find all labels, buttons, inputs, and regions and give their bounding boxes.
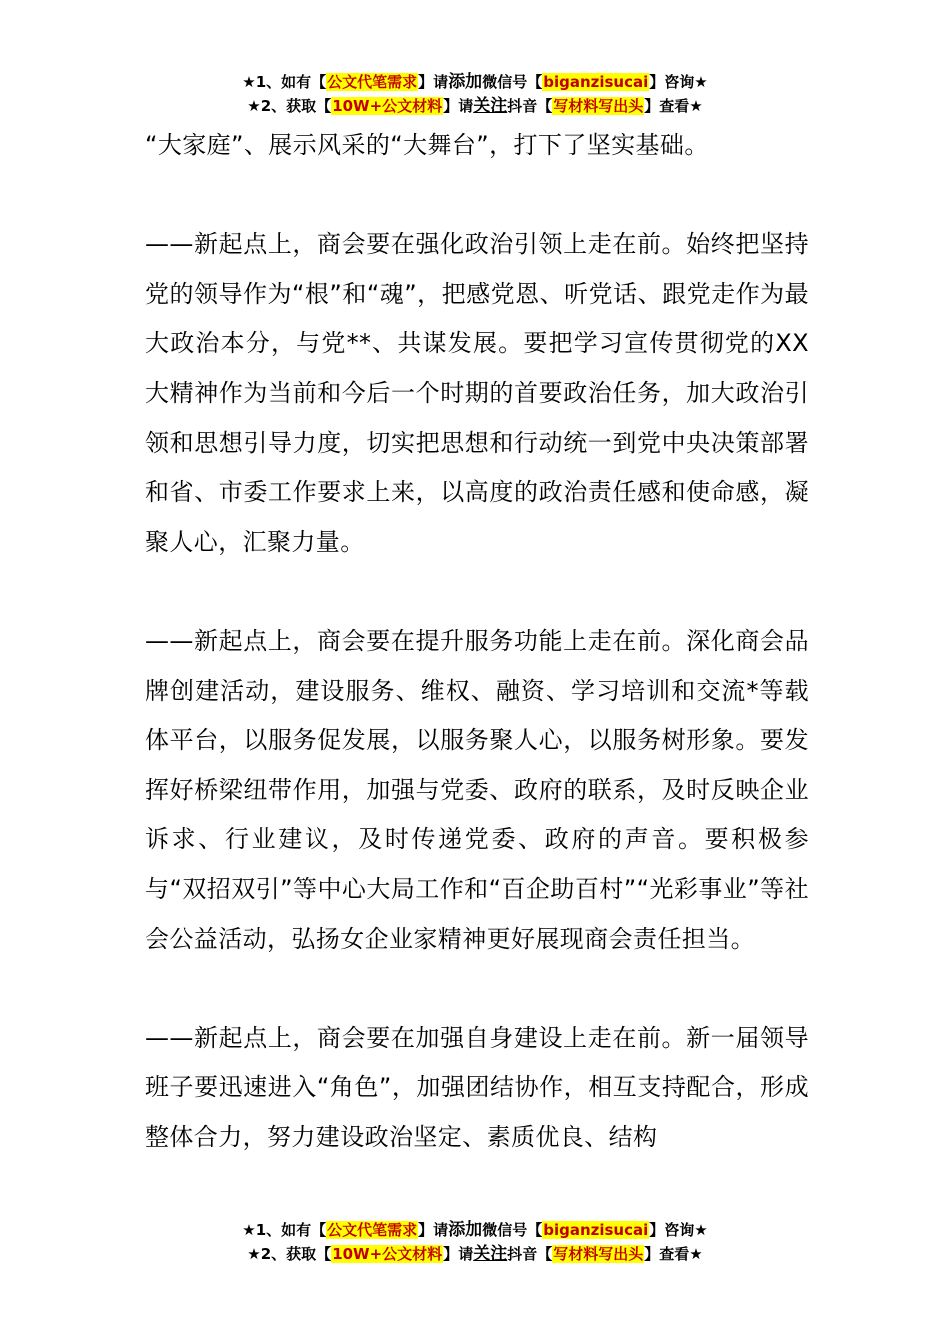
douyin-id: 写材料写出头: [553, 1245, 644, 1263]
document-body: [145, 121, 809, 1162]
banner-line-1: [0, 1218, 950, 1242]
banner-line-2: [0, 94, 950, 118]
douyin-id: 写材料写出头: [553, 97, 644, 115]
paragraph-3: ——新起点上，商会要在提升服务功能上走在前。深化商会品牌创建活动，建设服务、维权、融资、学习培训和交流*等载体平台，以服务促发展，以服务聚人心，以服务树形象。要发挥好桥梁纽带作用，加强与党委、政府的联系，及时反映企业诉求、行业建议，及时传递党委、政府的声音。要积极参与“双招双引”等中心大局工作和“百企助百村”“光彩事业”等社会公益活动，弘扬女企业家精神更好展现商会责任担当。: [145, 626, 809, 953]
highlight-text: 10W+公文材料: [332, 97, 443, 115]
banner-text: 】查看★: [644, 1245, 703, 1263]
banner-text: ★2、获取【: [247, 1245, 332, 1263]
header-banner: [0, 70, 950, 118]
emphasis-text: 添加: [448, 72, 483, 92]
banner-text: 】请: [443, 97, 474, 115]
banner-text: 抖音【: [507, 1245, 553, 1263]
banner-text: 】咨询★: [649, 73, 708, 91]
banner-text: 微信号【: [482, 73, 543, 91]
banner-text: 】咨询★: [649, 1221, 708, 1239]
paragraph-4: ——新起点上，商会要在加强自身建设上走在前。新一届领导班子要迅速进入“角色”，加强团结协作，相互支持配合，形成整体合力，努力建设政治坚定、素质优良、结构: [145, 1023, 809, 1151]
highlight-text: 10W+公文材料: [332, 1245, 443, 1263]
wechat-id: biganzisucai: [543, 73, 649, 91]
banner-text: 微信号【: [482, 1221, 543, 1239]
banner-text: 抖音【: [507, 97, 553, 115]
banner-line-2: [0, 1242, 950, 1266]
banner-text: 】请: [418, 73, 449, 91]
banner-line-1: [0, 70, 950, 94]
banner-text: 】查看★: [644, 97, 703, 115]
banner-text: ★1、如有【: [242, 1221, 327, 1239]
banner-text: 】请: [418, 1221, 449, 1239]
highlight-text: 公文代笔需求: [327, 1221, 418, 1239]
paragraph-1: “大家庭”、展示风采的“大舞台”，打下了坚实基础。: [145, 131, 709, 159]
banner-text: ★2、获取【: [247, 97, 332, 115]
banner-text: ★1、如有【: [242, 73, 327, 91]
highlight-text: 公文代笔需求: [327, 73, 418, 91]
emphasis-text: 添加: [448, 1220, 483, 1240]
footer-banner: [0, 1218, 950, 1266]
emphasis-text: 关注: [473, 1244, 508, 1264]
wechat-id: biganzisucai: [543, 1221, 649, 1239]
paragraph-2: ——新起点上，商会要在强化政治引领上走在前。始终把坚持党的领导作为“根”和“魂”，把感党恩、听党话、跟党走作为最大政治本分，与党**、共谋发展。要把学习宣传贯彻党的XX大精神作为当前和今后一个时期的首要政治任务，加大政治引领和思想引导力度，切实把思想和行动统一到党中央决策部署和省、市委工作要求上来，以高度的政治责任感和使命感，凝聚人心，汇聚力量。: [145, 230, 809, 556]
banner-text: 】请: [443, 1245, 474, 1263]
emphasis-text: 关注: [473, 96, 508, 116]
